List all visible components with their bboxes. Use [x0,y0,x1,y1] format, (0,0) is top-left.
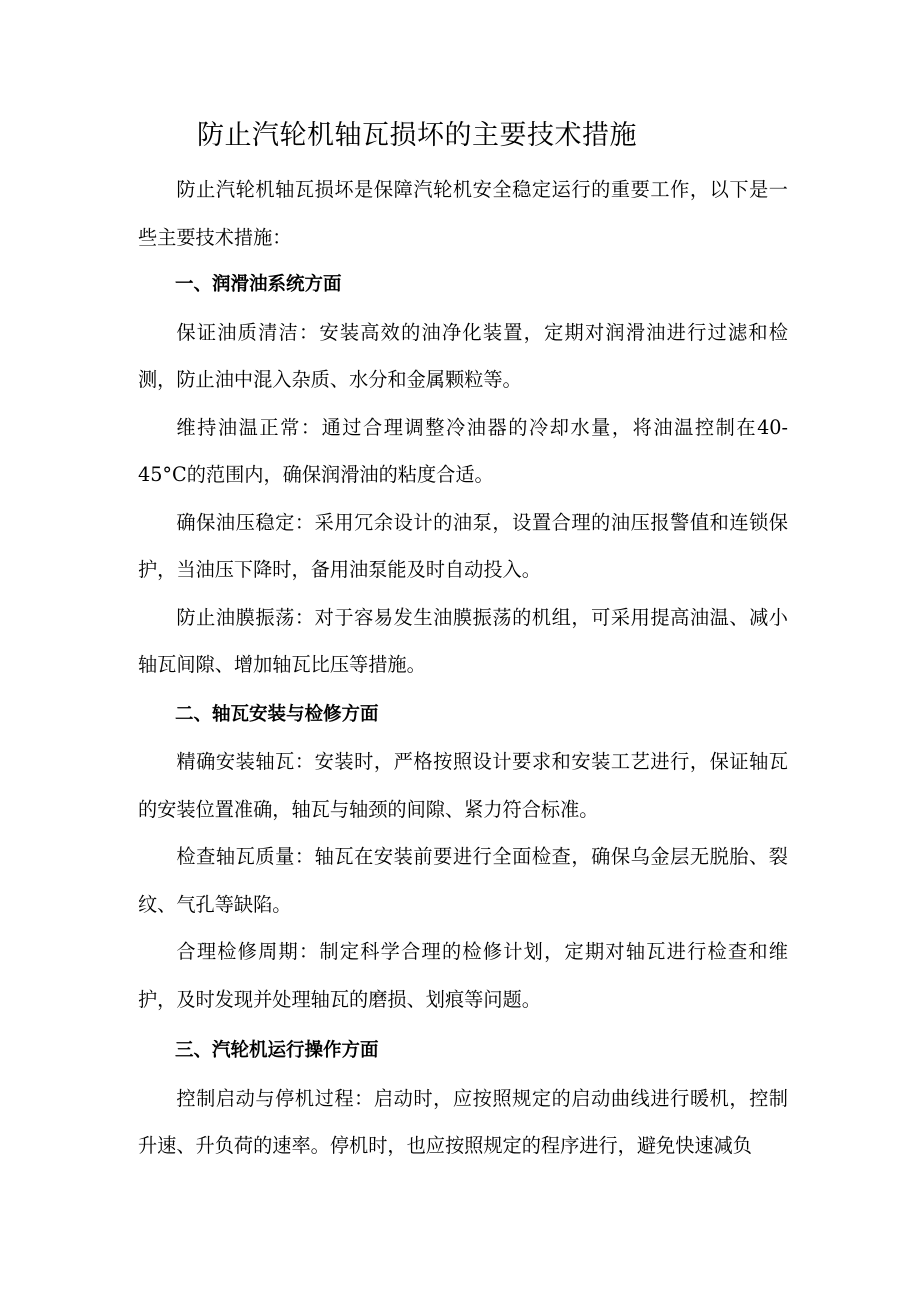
section-paragraph: 检查轴瓦质量：轴瓦在安装前要进行全面检查，确保乌金层无脱胎、裂纹、气孔等缺陷。 [138,845,788,916]
section-paragraph: 确保油压稳定：采用冗余设计的油泵，设置合理的油压报警值和连锁保护，当油压下降时，备用油泵能及时自动投入。 [138,510,788,581]
section-operation [138,1027,788,1170]
section-heading: 一、润滑油系统方面 [175,274,342,295]
section-lubrication [138,261,788,689]
section-paragraph: 防止油膜振荡：对于容易发生油膜振荡的机组，可采用提高油温、减小轴瓦间隙、增加轴瓦比压等措施。 [138,605,788,676]
section-paragraph: 控制启动与停机过程：启动时，应按照规定的启动曲线进行暖机，控制升速、升负荷的速率。停机时，也应按照规定的程序进行，避免快速减负 [138,1086,788,1157]
section-paragraph: 维持油温正常：通过合理调整冷油器的冷却水量，将油温控制在40-45°C的范围内，确保润滑油的粘度合适。 [138,415,788,486]
document-body [138,166,788,1170]
section-paragraph: 保证油质清洁：安装高效的油净化装置，定期对润滑油进行过滤和检测，防止油中混入杂质、水分和金属颗粒等。 [138,320,788,391]
section-paragraph: 精确安装轴瓦：安装时，严格按照设计要求和安装工艺进行，保证轴瓦的安装位置准确，轴瓦与轴颈的间隙、紧力符合标准。 [138,750,788,821]
section-installation [138,691,788,1024]
section-heading: 三、汽轮机运行操作方面 [175,1040,379,1061]
intro-paragraph: 防止汽轮机轴瓦损坏是保障汽轮机安全稳定运行的重要工作，以下是一些主要技术措施： [138,178,788,249]
document-title: 防止汽轮机轴瓦损坏的主要技术措施 [197,120,637,151]
section-paragraph: 合理检修周期：制定科学合理的检修计划，定期对轴瓦进行检查和维护，及时发现并处理轴瓦的磨损、划痕等问题。 [138,940,788,1011]
section-heading: 二、轴瓦安装与检修方面 [175,703,379,725]
